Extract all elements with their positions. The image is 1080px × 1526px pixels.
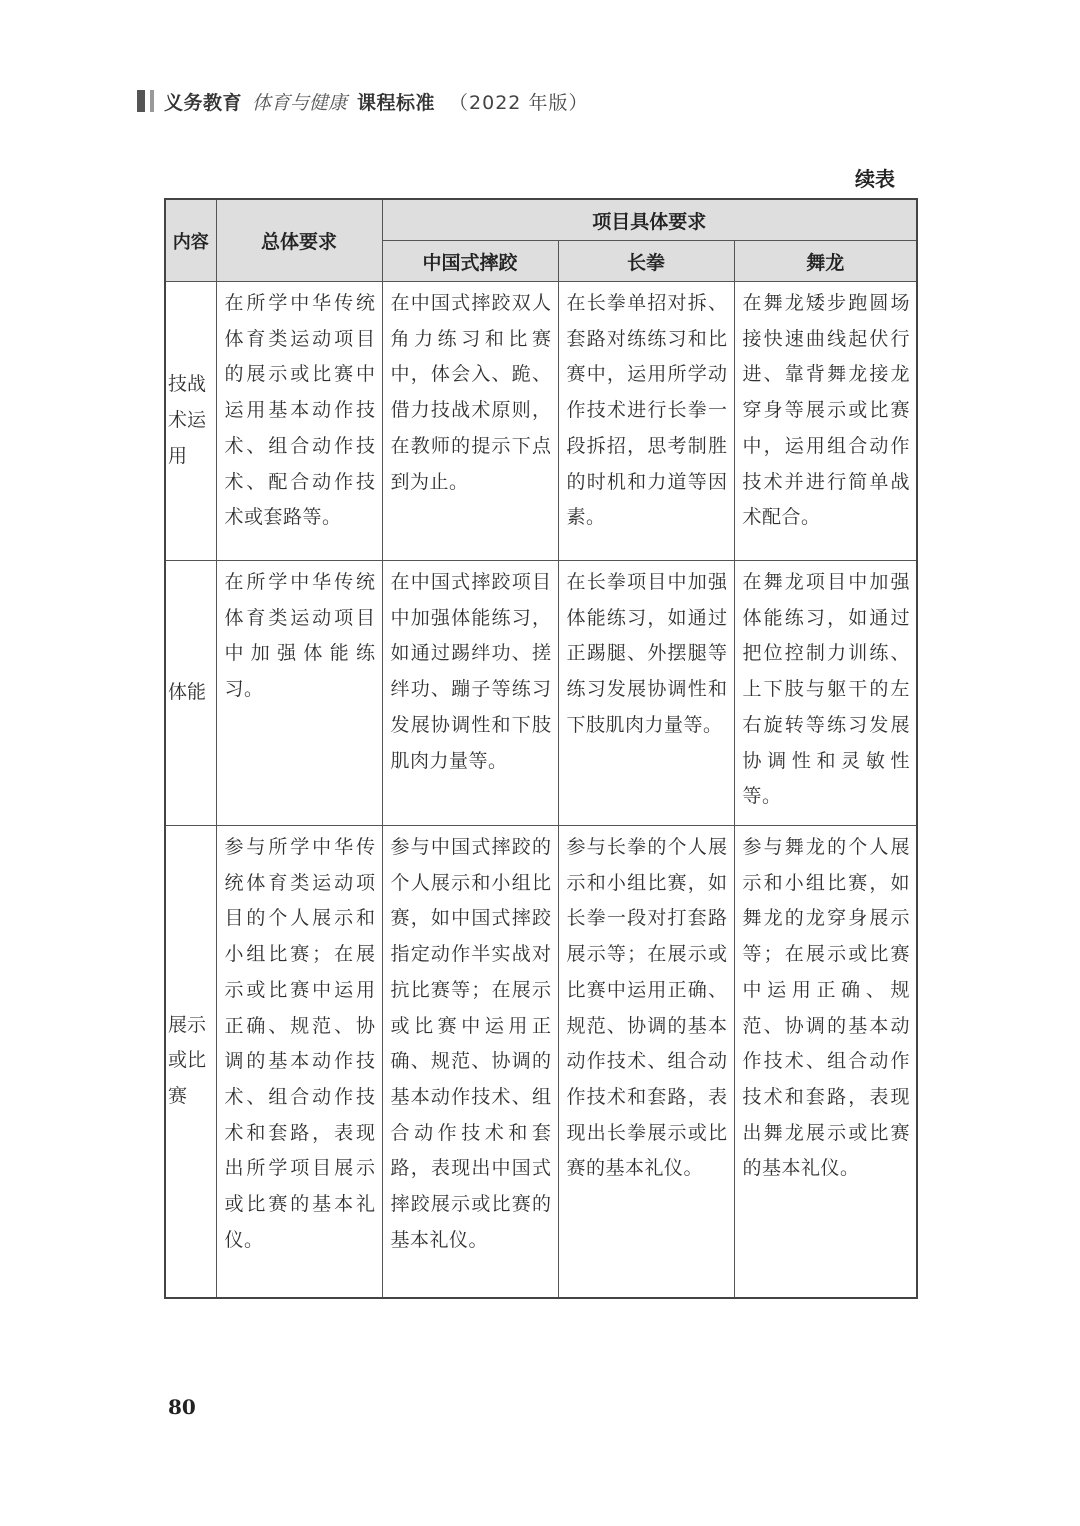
cell-dragon-dance: 在舞龙项目中加强体能练习，如通过把位控制力训练、上下肢与躯干的左右旋转等练习发展协调性和灵敏性等。	[734, 561, 917, 826]
header-overall: 总体要求	[216, 199, 382, 282]
header-subject: 体育与健康	[252, 91, 348, 114]
cell-dragon-dance: 在舞龙矮步跑圆场接快速曲线起伏行进、靠背舞龙接龙穿身等展示或比赛中，运用组合动作技术并进行简单战术配合。	[734, 282, 917, 561]
header-content: 内容	[165, 199, 216, 282]
header-bar-icon	[137, 90, 154, 112]
cell-changquan: 在长拳单招对拆、套路对练练习和比赛中，运用所学动作技术进行长拳一段拆招，思考制胜的时机和力道等因素。	[558, 282, 734, 561]
header-series: 义务教育	[164, 91, 243, 114]
header-wrestling: 中国式摔跤	[382, 241, 558, 282]
row-category: 体能	[165, 561, 216, 826]
cell-overall: 参与所学中华传统体育类运动项目的个人展示和小组比赛；在展示或比赛中运用正确、规范、协调的基本动作技术、组合动作技术和套路，表现出所学项目展示或比赛的基本礼仪。	[216, 826, 382, 1298]
curriculum-table	[164, 198, 918, 1299]
header-dragon-dance: 舞龙	[734, 241, 917, 282]
cell-wrestling: 在中国式摔跤双人角力练习和比赛中，体会入、跪、借力技战术原则，在教师的提示下点到为止。	[382, 282, 558, 561]
cell-wrestling: 参与中国式摔跤的个人展示和小组比赛，如中国式摔跤指定动作半实战对抗比赛等；在展示或比赛中运用正确、规范、协调的基本动作技术、组合动作技术和套路，表现出中国式摔跤展示或比赛的基本礼仪。	[382, 826, 558, 1298]
continued-label: 续表	[855, 167, 895, 191]
cell-overall: 在所学中华传统体育类运动项目的展示或比赛中运用基本动作技术、组合动作技术、配合动作技术或套路等。	[216, 282, 382, 561]
header-specific: 项目具体要求	[382, 199, 917, 241]
table-row	[165, 282, 917, 561]
cell-changquan: 参与长拳的个人展示和小组比赛，如长拳一段对打套路展示等；在展示或比赛中运用正确、规范、协调的基本动作技术、组合动作技术和套路，表现出长拳展示或比赛的基本礼仪。	[558, 826, 734, 1298]
header-changquan: 长拳	[558, 241, 734, 282]
table-row	[165, 826, 917, 1298]
cell-changquan: 在长拳项目中加强体能练习，如通过正踢腿、外摆腿等练习发展协调性和下肢肌肉力量等。	[558, 561, 734, 826]
cell-dragon-dance: 参与舞龙的个人展示和小组比赛，如舞龙的龙穿身展示等；在展示或比赛中运用正确、规范、协调的基本动作技术、组合动作技术和套路，表现出舞龙展示或比赛的基本礼仪。	[734, 826, 917, 1298]
header-doc-type: 课程标准	[357, 91, 436, 114]
running-header	[137, 88, 588, 114]
header-edition: （2022 年版）	[449, 91, 589, 114]
row-category: 展示或比赛	[165, 826, 216, 1298]
table-row	[165, 561, 917, 826]
row-category: 技战术运用	[165, 282, 216, 561]
cell-overall: 在所学中华传统体育类运动项目中加强体能练习。	[216, 561, 382, 826]
cell-wrestling: 在中国式摔跤项目中加强体能练习，如通过踢绊功、搓绊功、蹦子等练习发展协调性和下肢肌肉力量等。	[382, 561, 558, 826]
page-number: 80	[168, 1395, 196, 1419]
